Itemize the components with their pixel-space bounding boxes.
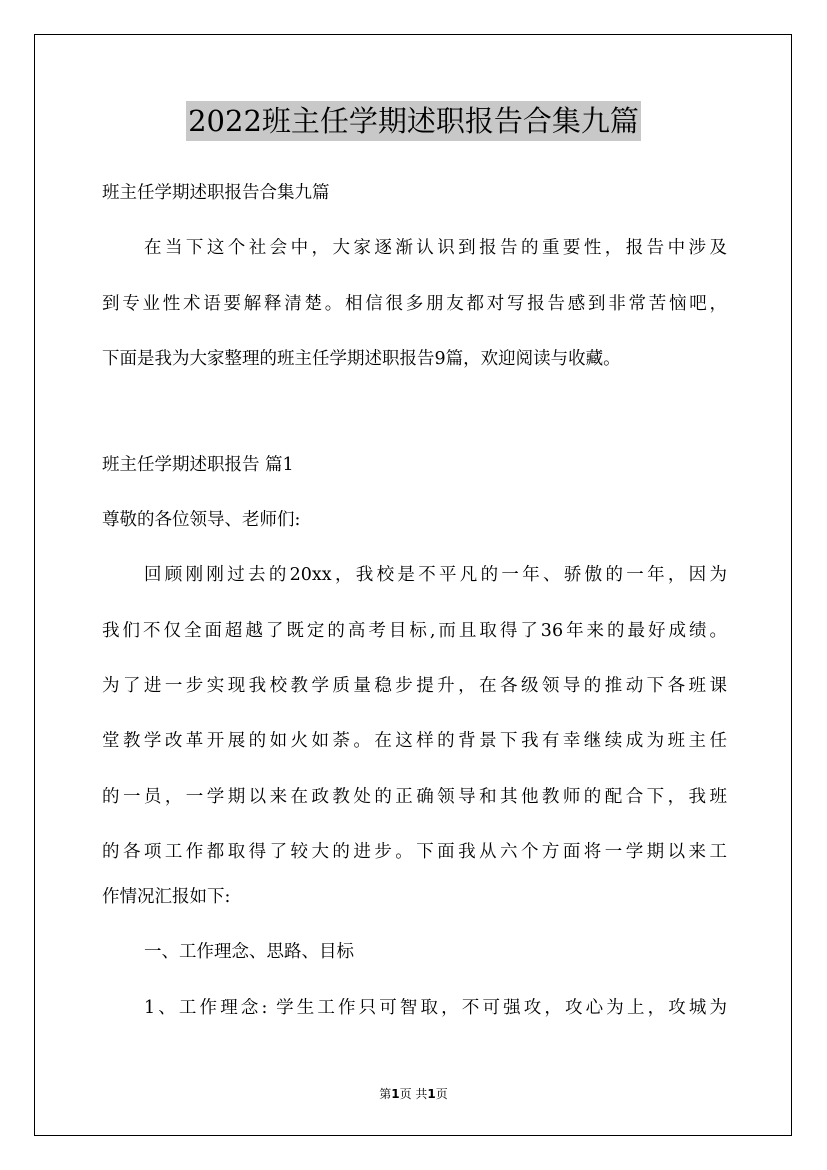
footer-suffix: 页 bbox=[435, 1087, 448, 1101]
body-line: 回顾刚刚过去的20xx，我校是不平凡的一年、骄傲的一年，因为 bbox=[144, 565, 727, 585]
body-line: 为了进一步实现我校教学质量稳步提升，在各级领导的推动下各班课 bbox=[102, 676, 727, 696]
body-line: 堂教学改革开展的如火如荼。在这样的背景下我有幸继续成为班主任 bbox=[102, 731, 727, 751]
body-line: 的各项工作都取得了较大的进步。下面我从六个方面将一学期以来工 bbox=[102, 842, 727, 862]
footer-page-number: 1 bbox=[391, 1087, 400, 1101]
document-title: 2022班主任学期述职报告合集九篇 bbox=[186, 101, 641, 141]
subtitle-line: 班主任学期述职报告合集九篇 bbox=[102, 183, 330, 203]
footer-prefix: 第 bbox=[379, 1087, 392, 1101]
section-heading: 班主任学期述职报告 篇1 bbox=[102, 455, 294, 475]
body-line: 到专业性术语要解释清楚。相信很多朋友都对写报告感到非常苦恼吧， bbox=[102, 294, 727, 314]
page-footer bbox=[0, 1085, 827, 1102]
subsection-heading: 一、工作理念、思路、目标 bbox=[144, 942, 354, 962]
footer-page-total: 1 bbox=[427, 1087, 436, 1101]
title-container bbox=[0, 101, 827, 141]
body-line: 的一员，一学期以来在政教处的正确领导和其他教师的配合下，我班 bbox=[102, 787, 727, 807]
body-line: 下面是我为大家整理的班主任学期述职报告9篇，欢迎阅读与收藏。 bbox=[102, 349, 621, 369]
body-line: 作情况汇报如下: bbox=[102, 887, 231, 907]
footer-mid: 页 共 bbox=[399, 1087, 428, 1101]
body-line: 我们不仅全面超越了既定的高考目标,而且取得了36年来的最好成绩。 bbox=[102, 621, 727, 641]
body-line: 1、工作理念: 学生工作只可智取，不可强攻，攻心为上，攻城为 bbox=[144, 998, 727, 1018]
salutation-line: 尊敬的各位领导、老师们: bbox=[102, 510, 301, 530]
body-line: 在当下这个社会中，大家逐渐认识到报告的重要性，报告中涉及 bbox=[144, 238, 727, 258]
